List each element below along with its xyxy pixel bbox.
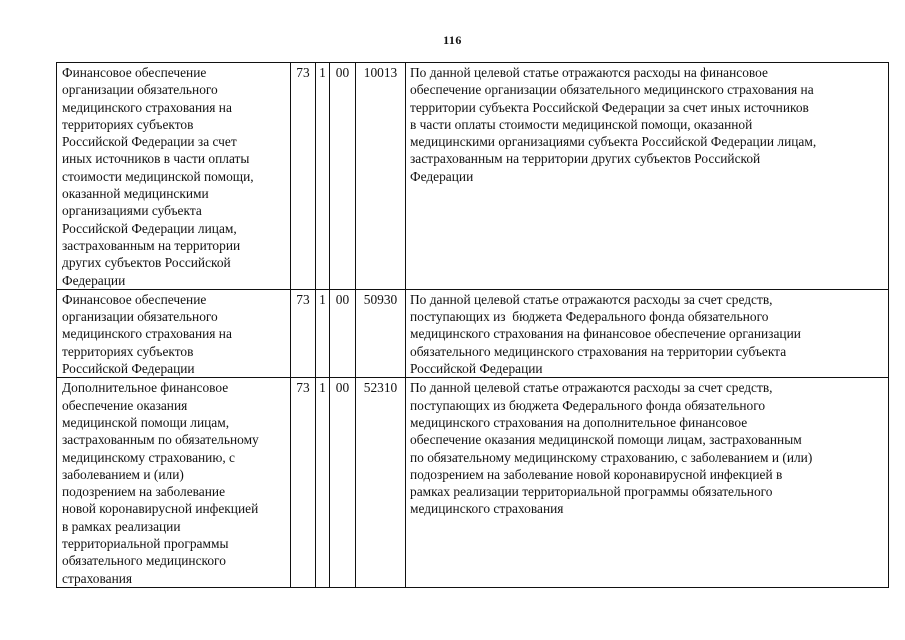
text-line: Российской Федерации за счет xyxy=(62,134,237,150)
text-line: заболеванием и (или) xyxy=(62,466,184,482)
text-line: поступающих из бюджета Федерального фонда обязательного xyxy=(410,309,769,325)
code-program: 73 xyxy=(291,63,316,290)
text-line: Российской Федерации лицам, xyxy=(62,220,237,236)
text-line: обеспечение оказания медицинской помощи лицам, застрахованным xyxy=(410,432,802,448)
text-line: по обязательному медицинскому страхованию, с заболеванием и (или) xyxy=(410,449,813,465)
text-line: медицинского страхования xyxy=(410,501,564,517)
text-line: медицинского страхования на финансовое обеспечение организации xyxy=(410,326,801,342)
code-subprogram: 1 xyxy=(316,378,330,588)
text-line: застрахованным по обязательному xyxy=(62,432,259,448)
target-article-description xyxy=(406,378,889,588)
text-line: в части оплаты стоимости медицинской помощи, оказанной xyxy=(410,116,753,132)
text-line: в рамках реализации xyxy=(62,518,181,534)
text-line: Российской Федерации xyxy=(62,361,195,377)
code-main-event: 00 xyxy=(330,63,356,290)
code-direction: 50930 xyxy=(356,289,406,377)
code-program: 73 xyxy=(291,378,316,588)
code-subprogram: 1 xyxy=(316,289,330,377)
code-direction: 10013 xyxy=(356,63,406,290)
text-line: рамках реализации территориальной программы обязательного xyxy=(410,484,773,500)
text-line: Российской Федерации xyxy=(410,361,543,377)
table-row xyxy=(57,63,889,290)
text-line: обеспечение организации обязательного медицинского страхования на xyxy=(410,82,814,98)
text-line: По данной целевой статье отражаются расходы на финансовое xyxy=(410,65,768,80)
text-line: стоимости медицинской помощи, xyxy=(62,168,254,184)
text-line: застрахованным на территории других субъектов Российской xyxy=(410,151,761,167)
code-program: 73 xyxy=(291,289,316,377)
text-line: Финансовое обеспечение xyxy=(62,291,207,307)
text-line: подозрением на заболевание xyxy=(62,484,226,500)
text-line: организациями субъекта xyxy=(62,203,202,219)
target-article-description xyxy=(406,289,889,377)
text-line: По данной целевой статье отражаются расходы за счет средств, xyxy=(410,291,773,307)
text-line: территориальной программы xyxy=(62,536,229,552)
text-line: обеспечение оказания xyxy=(62,397,188,413)
text-line: страхования xyxy=(62,570,133,586)
text-line: застрахованным на территории xyxy=(62,237,241,253)
text-line: организации обязательного xyxy=(62,82,218,98)
text-line: территории субъекта Российской Федерации за счет иных источников xyxy=(410,99,809,115)
text-line: территориях субъектов xyxy=(62,116,194,132)
text-line: иных источников в части оплаты xyxy=(62,151,250,167)
text-line: оказанной медицинскими xyxy=(62,186,209,202)
text-line: Федерации xyxy=(410,168,474,184)
text-line: медицинского страхования на xyxy=(62,99,232,115)
table-row xyxy=(57,289,889,377)
code-main-event: 00 xyxy=(330,378,356,588)
text-line: медицинскому страхованию, с xyxy=(62,449,235,465)
page-number: 116 xyxy=(443,33,462,47)
target-article-description xyxy=(406,63,889,290)
budget-classification-table xyxy=(56,62,889,588)
text-line: медицинского страхования на дополнительное финансовое xyxy=(410,414,748,430)
code-subprogram: 1 xyxy=(316,63,330,290)
target-article-name xyxy=(57,378,291,588)
text-line: других субъектов Российской xyxy=(62,255,231,271)
text-line: Финансовое обеспечение xyxy=(62,65,207,80)
code-direction: 52310 xyxy=(356,378,406,588)
text-line: Федерации xyxy=(62,272,126,288)
text-line: подозрением на заболевание новой коронавирусной инфекцией в xyxy=(410,466,783,482)
text-line: медицинской помощи лицам, xyxy=(62,414,230,430)
target-article-name xyxy=(57,63,291,290)
text-line: поступающих из бюджета Федерального фонда обязательного xyxy=(410,397,766,413)
text-line: Дополнительное финансовое xyxy=(62,380,229,396)
text-line: По данной целевой статье отражаются расходы за счет средств, xyxy=(410,380,773,396)
text-line: новой коронавирусной инфекцией xyxy=(62,501,259,517)
table-row xyxy=(57,378,889,588)
text-line: обязательного медицинского страхования на территории субъекта xyxy=(410,343,787,359)
text-line: обязательного медицинского xyxy=(62,553,226,569)
target-article-name xyxy=(57,289,291,377)
text-line: медицинскими организациями субъекта Российской Федерации лицам, xyxy=(410,134,817,150)
text-line: медицинского страхования на xyxy=(62,326,232,342)
text-line: территориях субъектов xyxy=(62,343,194,359)
code-main-event: 00 xyxy=(330,289,356,377)
text-line: организации обязательного xyxy=(62,309,218,325)
